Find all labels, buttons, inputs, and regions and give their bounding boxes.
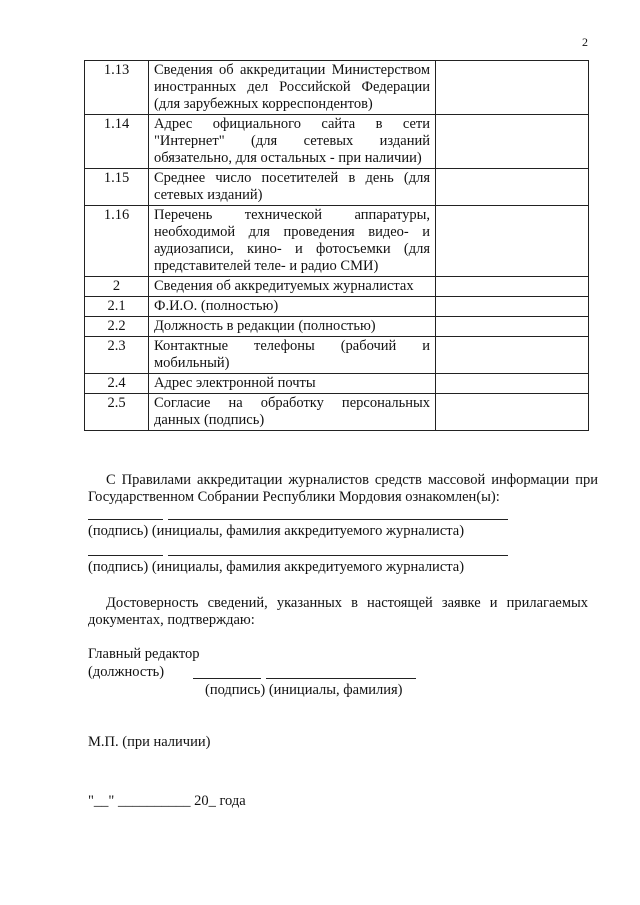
row-description: Сведения об аккредитуемых журналистах <box>149 277 436 297</box>
editor-caption: (подпись) (инициалы, фамилия) <box>205 682 403 698</box>
row-description: Среднее число посетителей в день (для сетевых изданий) <box>149 169 436 206</box>
row-description: Ф.И.О. (полностью) <box>149 297 436 317</box>
row-description: Должность в редакции (полностью) <box>149 317 436 337</box>
editor-signature-line[interactable] <box>193 678 261 679</box>
table-row <box>85 374 589 394</box>
row-number: 1.15 <box>85 169 149 206</box>
date-line[interactable]: "__" __________ 20_ года <box>88 793 246 809</box>
table-row <box>85 169 589 206</box>
row-description: Адрес официального сайта в сети "Интернет" (для сетевых изданий обязательно, для остальных - при наличии) <box>149 115 436 169</box>
name-line-1[interactable] <box>168 519 508 520</box>
row-number: 2.1 <box>85 297 149 317</box>
name-line-2[interactable] <box>168 555 508 556</box>
row-number: 1.13 <box>85 61 149 115</box>
confirm-paragraph: Достоверность сведений, указанных в настоящей заявке и прилагаемых документах, подтверждаю: <box>88 595 588 628</box>
confirmation-block <box>88 595 588 629</box>
row-value-field[interactable] <box>436 115 589 169</box>
row-number: 1.14 <box>85 115 149 169</box>
position-label: (должность) <box>88 664 165 680</box>
signature-line-2[interactable] <box>88 555 163 556</box>
row-value-field[interactable] <box>436 394 589 431</box>
table-row <box>85 115 589 169</box>
page-number: 2 <box>582 35 588 49</box>
table-row <box>85 61 589 115</box>
table-row <box>85 394 589 431</box>
table-row <box>85 317 589 337</box>
row-value-field[interactable] <box>436 206 589 277</box>
table-row <box>85 337 589 374</box>
row-number: 2.4 <box>85 374 149 394</box>
rules-acknowledgement <box>88 472 598 506</box>
editor-title: Главный редактор <box>88 646 200 662</box>
row-description: Адрес электронной почты <box>149 374 436 394</box>
row-value-field[interactable] <box>436 297 589 317</box>
row-number: 2.3 <box>85 337 149 374</box>
table-row <box>85 297 589 317</box>
row-value-field[interactable] <box>436 374 589 394</box>
row-number: 1.16 <box>85 206 149 277</box>
signature-caption-2: (подпись) (инициалы, фамилия аккредитуемого журналиста) <box>88 559 465 575</box>
row-description: Сведения об аккредитации Министерством иностранных дел Российской Федерации (для зарубежных корреспондентов) <box>149 61 436 115</box>
row-number: 2.2 <box>85 317 149 337</box>
signature-caption-1: (подпись) (инициалы, фамилия аккредитуемого журналиста) <box>88 523 465 539</box>
row-value-field[interactable] <box>436 61 589 115</box>
editor-name-line[interactable] <box>266 678 416 679</box>
signature-line-1[interactable] <box>88 519 163 520</box>
accreditation-table <box>84 60 589 431</box>
row-value-field[interactable] <box>436 169 589 206</box>
row-value-field[interactable] <box>436 277 589 297</box>
table-row <box>85 277 589 297</box>
row-description: Контактные телефоны (рабочий и мобильный) <box>149 337 436 374</box>
row-description: Перечень технической аппаратуры, необходимой для проведения видео- и аудиозаписи, кино- и фотосъемки (для представителей теле- и радио СМИ) <box>149 206 436 277</box>
rules-paragraph: С Правилами аккредитации журналистов средств массовой информации при Государственном Собрании Республики Мордовия ознакомлен(ы): <box>88 472 598 505</box>
row-value-field[interactable] <box>436 317 589 337</box>
table-row <box>85 206 589 277</box>
row-value-field[interactable] <box>436 337 589 374</box>
row-description: Согласие на обработку персональных данных (подпись) <box>149 394 436 431</box>
row-number: 2 <box>85 277 149 297</box>
row-number: 2.5 <box>85 394 149 431</box>
stamp-label: М.П. (при наличии) <box>88 734 211 750</box>
